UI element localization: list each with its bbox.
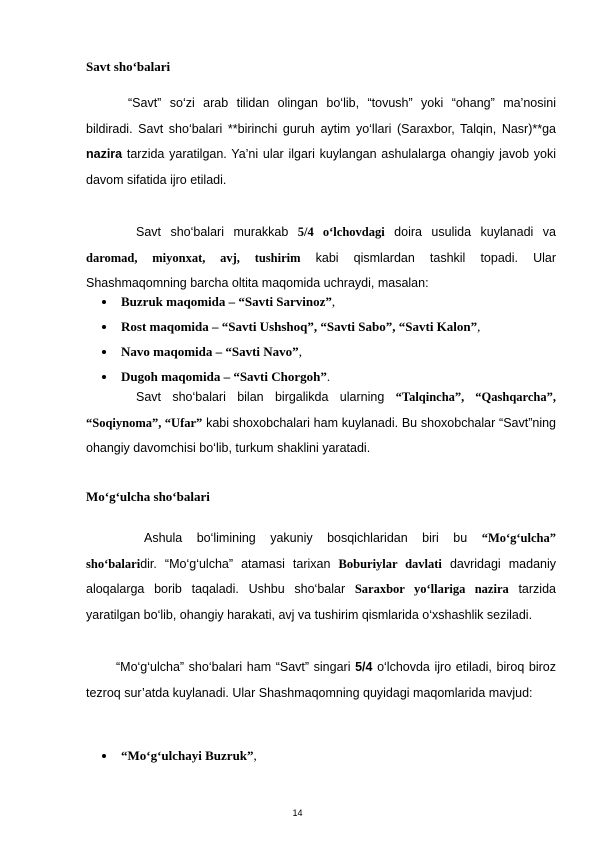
section-title-savt: Savt sho‘balari — [86, 59, 171, 74]
mogulcha-maqom-list — [86, 743, 257, 768]
bullet-icon — [102, 350, 106, 354]
bullet-icon — [102, 375, 106, 379]
list-item: “Mo‘g‘ulchayi Buzruk”, — [86, 743, 257, 768]
paragraph-savt-intro: “Savt” so‘zi arab tilidan olingan bo‘lib, “tovush” yoki “ohang” ma’nosini bildiradi. Savt sho‘balari **birinchi guruh aytim yo‘llari (Saraxbor, Talqin, Nasr)**ga nazira tarzida yaratilgan. Ya’ni ular ilgari kuylangan ashulalarga ohangiy javob yoki davom sifatida ijro etiladi. — [86, 96, 556, 187]
list-item: Dugoh maqomida – “Savti Chorgoh”. — [86, 364, 480, 389]
bullet-icon — [102, 325, 106, 329]
section-title-mogulcha: Mo‘g‘ulcha sho‘balari — [86, 489, 210, 504]
paragraph-mogulcha-meter: “Mo‘g‘ulcha” sho‘balari ham “Savt” singari 5/4 o‘lchovda ijro etiladi, biroq biroz tezroq sur’atda kuylanadi. Ular Shashmaqomning quyidagi maqomlarida mavjud: — [86, 660, 556, 700]
paragraph-savt-shoxobchalar: Savt sho‘balari bilan birgalikda ularning “Talqincha”, “Qashqarcha”, “Soqiynoma”, “Ufar” kabi shoxobchalari ham kuylanadi. Bu shoxobchalar “Savt”ning ohangiy davomchisi bo‘lib, turkum shaklini yaratadi. — [86, 390, 557, 455]
savt-maqom-list — [86, 289, 480, 389]
page-number: 14 — [292, 808, 303, 818]
bullet-icon — [102, 300, 106, 304]
list-item: Rost maqomida – “Savti Ushshoq”, “Savti Sabo”, “Savti Kalon”, — [86, 314, 480, 339]
paragraph-mogulcha-intro: Ashula bo‘limining yakuniy bosqichlaridan biri bu “Mo‘g‘ulcha” sho‘balaridir. “Mo‘g‘ulcha” atamasi tarixan Boburiylar davlati davridagi madaniy aloqalarga borib taqaladi. Ushbu sho‘balar Saraxbor yo‘llariga nazira tarzida yaratilgan bo‘lib, ohangiy harakati, avj va tushirim qismlarida o‘xshashlik seziladi. — [86, 531, 556, 622]
paragraph-savt-structure: Savt sho‘balari murakkab 5/4 o‘lchovdagi doira usulida kuylanadi va daromad, miyonxat, avj, tushirim kabi qismlardan tashkil topadi. Ular Shashmaqomning barcha oltita maqomida uchraydi, masalan: — [86, 225, 556, 290]
bullet-icon — [102, 754, 106, 758]
list-item: Buzruk maqomida – “Savti Sarvinoz”, — [86, 289, 480, 314]
list-item: Navo maqomida – “Savti Navo”, — [86, 339, 480, 364]
